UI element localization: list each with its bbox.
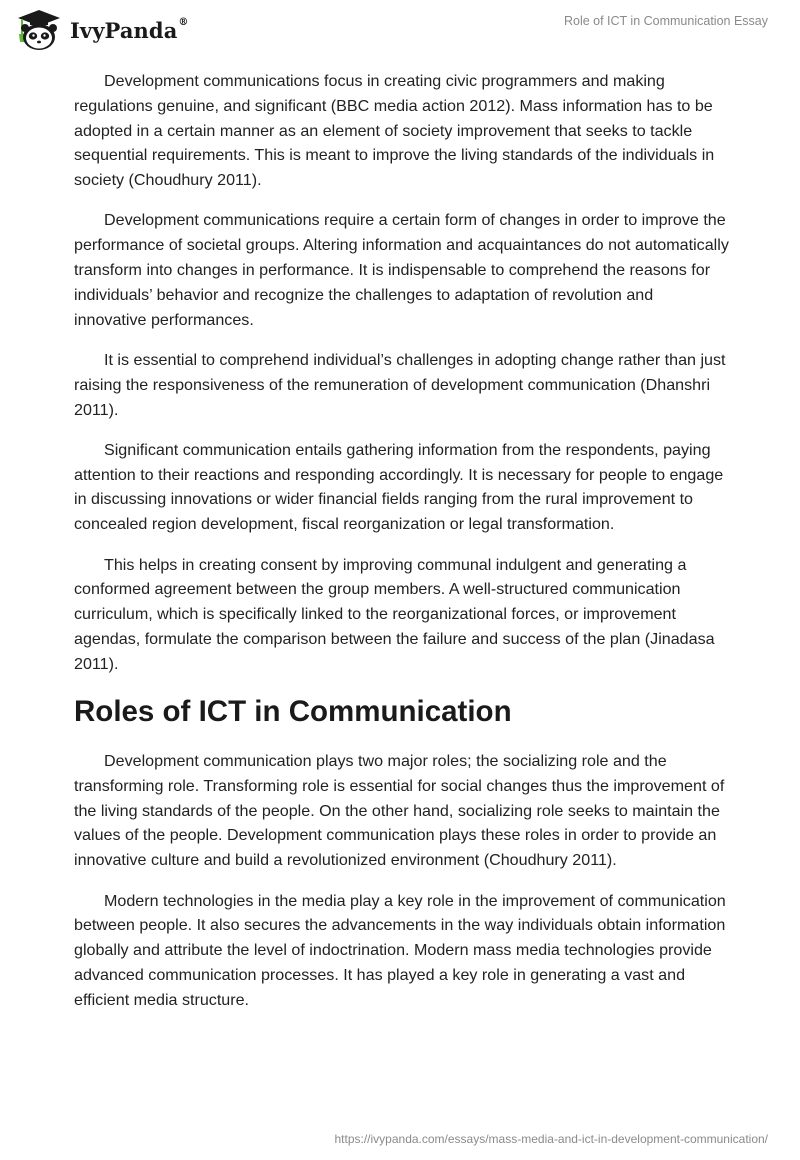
ivypanda-logo[interactable]	[14, 8, 189, 52]
panda-graduate-icon	[14, 8, 64, 52]
paragraph: Significant communication entails gathering information from the respondents, paying attention to their reactions and responding accordingly. It is necessary for people to engage in discussing innovations or wider financial fields ranging from the rural improvement to concealed region development, fiscal reorganization or legal transformation.	[74, 440, 724, 534]
document-title: Role of ICT in Communication Essay	[563, 14, 768, 28]
brand-name: IvyPanda®	[70, 16, 189, 43]
paragraph: Development communications require a certain form of changes in order to improve the performance of societal groups. Altering information and acquaintances do not automatically transform into changes in performance. It is indispensable to comprehend the reasons for individuals’ behavior and recognize the challenges to adaptation of revolution and innovative performances.	[74, 211, 729, 329]
paragraph: This helps in creating consent by improving communal indulgent and generating a conformed agreement between the group members. A well-structured communication curriculum, which is specifically linked to the reorganizational forces, or improvement agendas, formulate the comparison between the failure and success of the plan (Jinadasa 2011).	[74, 555, 715, 673]
paragraph: Development communications focus in creating civic programmers and making regulations genuine, and significant (BBC media action 2012). Mass information has to be adopted in a certain manner as an element of society improvement that seeks to tackle sequential requirements. This is meant to improve the living standards of the individuals in society (Choudhury 2011).	[74, 72, 715, 190]
page-header	[0, 0, 800, 64]
source-url[interactable]: https://ivypanda.com/essays/mass-media-and-ict-in-development-communication/	[334, 1132, 768, 1146]
essay-body	[74, 69, 730, 1028]
paragraph: It is essential to comprehend individual’s challenges in adopting change rather than just raising the responsiveness of the remuneration of development communication (Dhanshri 2011).	[74, 350, 726, 419]
section-heading: Roles of ICT in Communication	[74, 695, 512, 729]
paragraph: Development communication plays two major roles; the socializing role and the transforming role. Transforming role is essential for social changes thus the improvement of the living standards of the people. On the other hand, socializing role seeks to maintain the values of the people. Development communication plays these roles in order to provide an innovative culture and build a revolutionized environment (Choudhury 2011).	[74, 752, 725, 870]
paragraph: Modern technologies in the media play a key role in the improvement of communication between people. It also secures the advancements in the way individuals obtain information globally and attribute the level of indoctrination. Modern mass media technologies provide advanced communication processes. It has played a key role in generating a vast and efficient media structure.	[74, 891, 726, 1009]
